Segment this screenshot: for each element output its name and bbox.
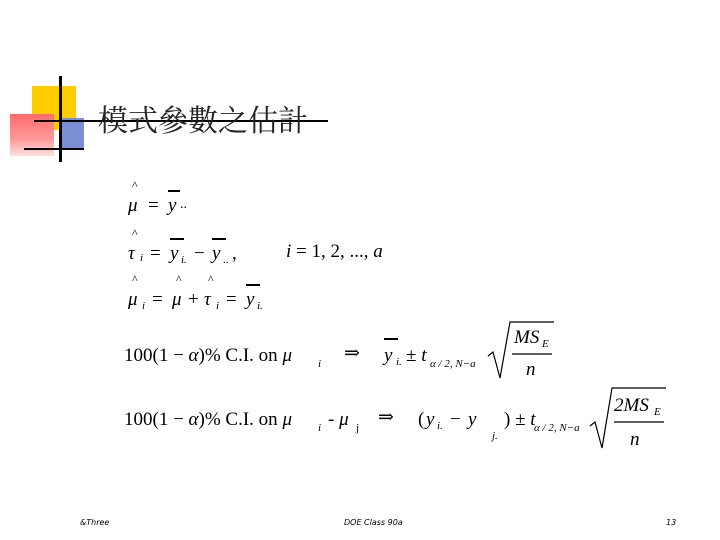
decor-short-line bbox=[24, 148, 84, 150]
footer-left: &Three bbox=[80, 518, 110, 527]
equation-tau-hat: ^ τ i = y i. − y .. , i = 1, 2, ..., a bbox=[128, 226, 383, 266]
page-number: 13 bbox=[666, 518, 677, 527]
equation-mu-hat: ^ μ = y .. bbox=[128, 178, 187, 216]
equation-ci-mean: 100(1 − α)% C.I. on μ i ⇒ y i. ± t α / 2, N−a MS E n bbox=[124, 318, 564, 388]
equation-ci-diff: 100(1 − α)% C.I. on μ i - μ j ⇒ ( y i. − y j. ) ± t α / 2, N−a 2MS E n bbox=[124, 386, 684, 456]
slide-title: 模式參數之估計 bbox=[98, 104, 308, 139]
footer-center: DOE Class 90a bbox=[344, 518, 403, 527]
equation-mu-i-hat: ^ μ i = ^ μ + ^ τ i = y i. bbox=[128, 272, 263, 312]
decor-blue-square bbox=[60, 118, 84, 148]
